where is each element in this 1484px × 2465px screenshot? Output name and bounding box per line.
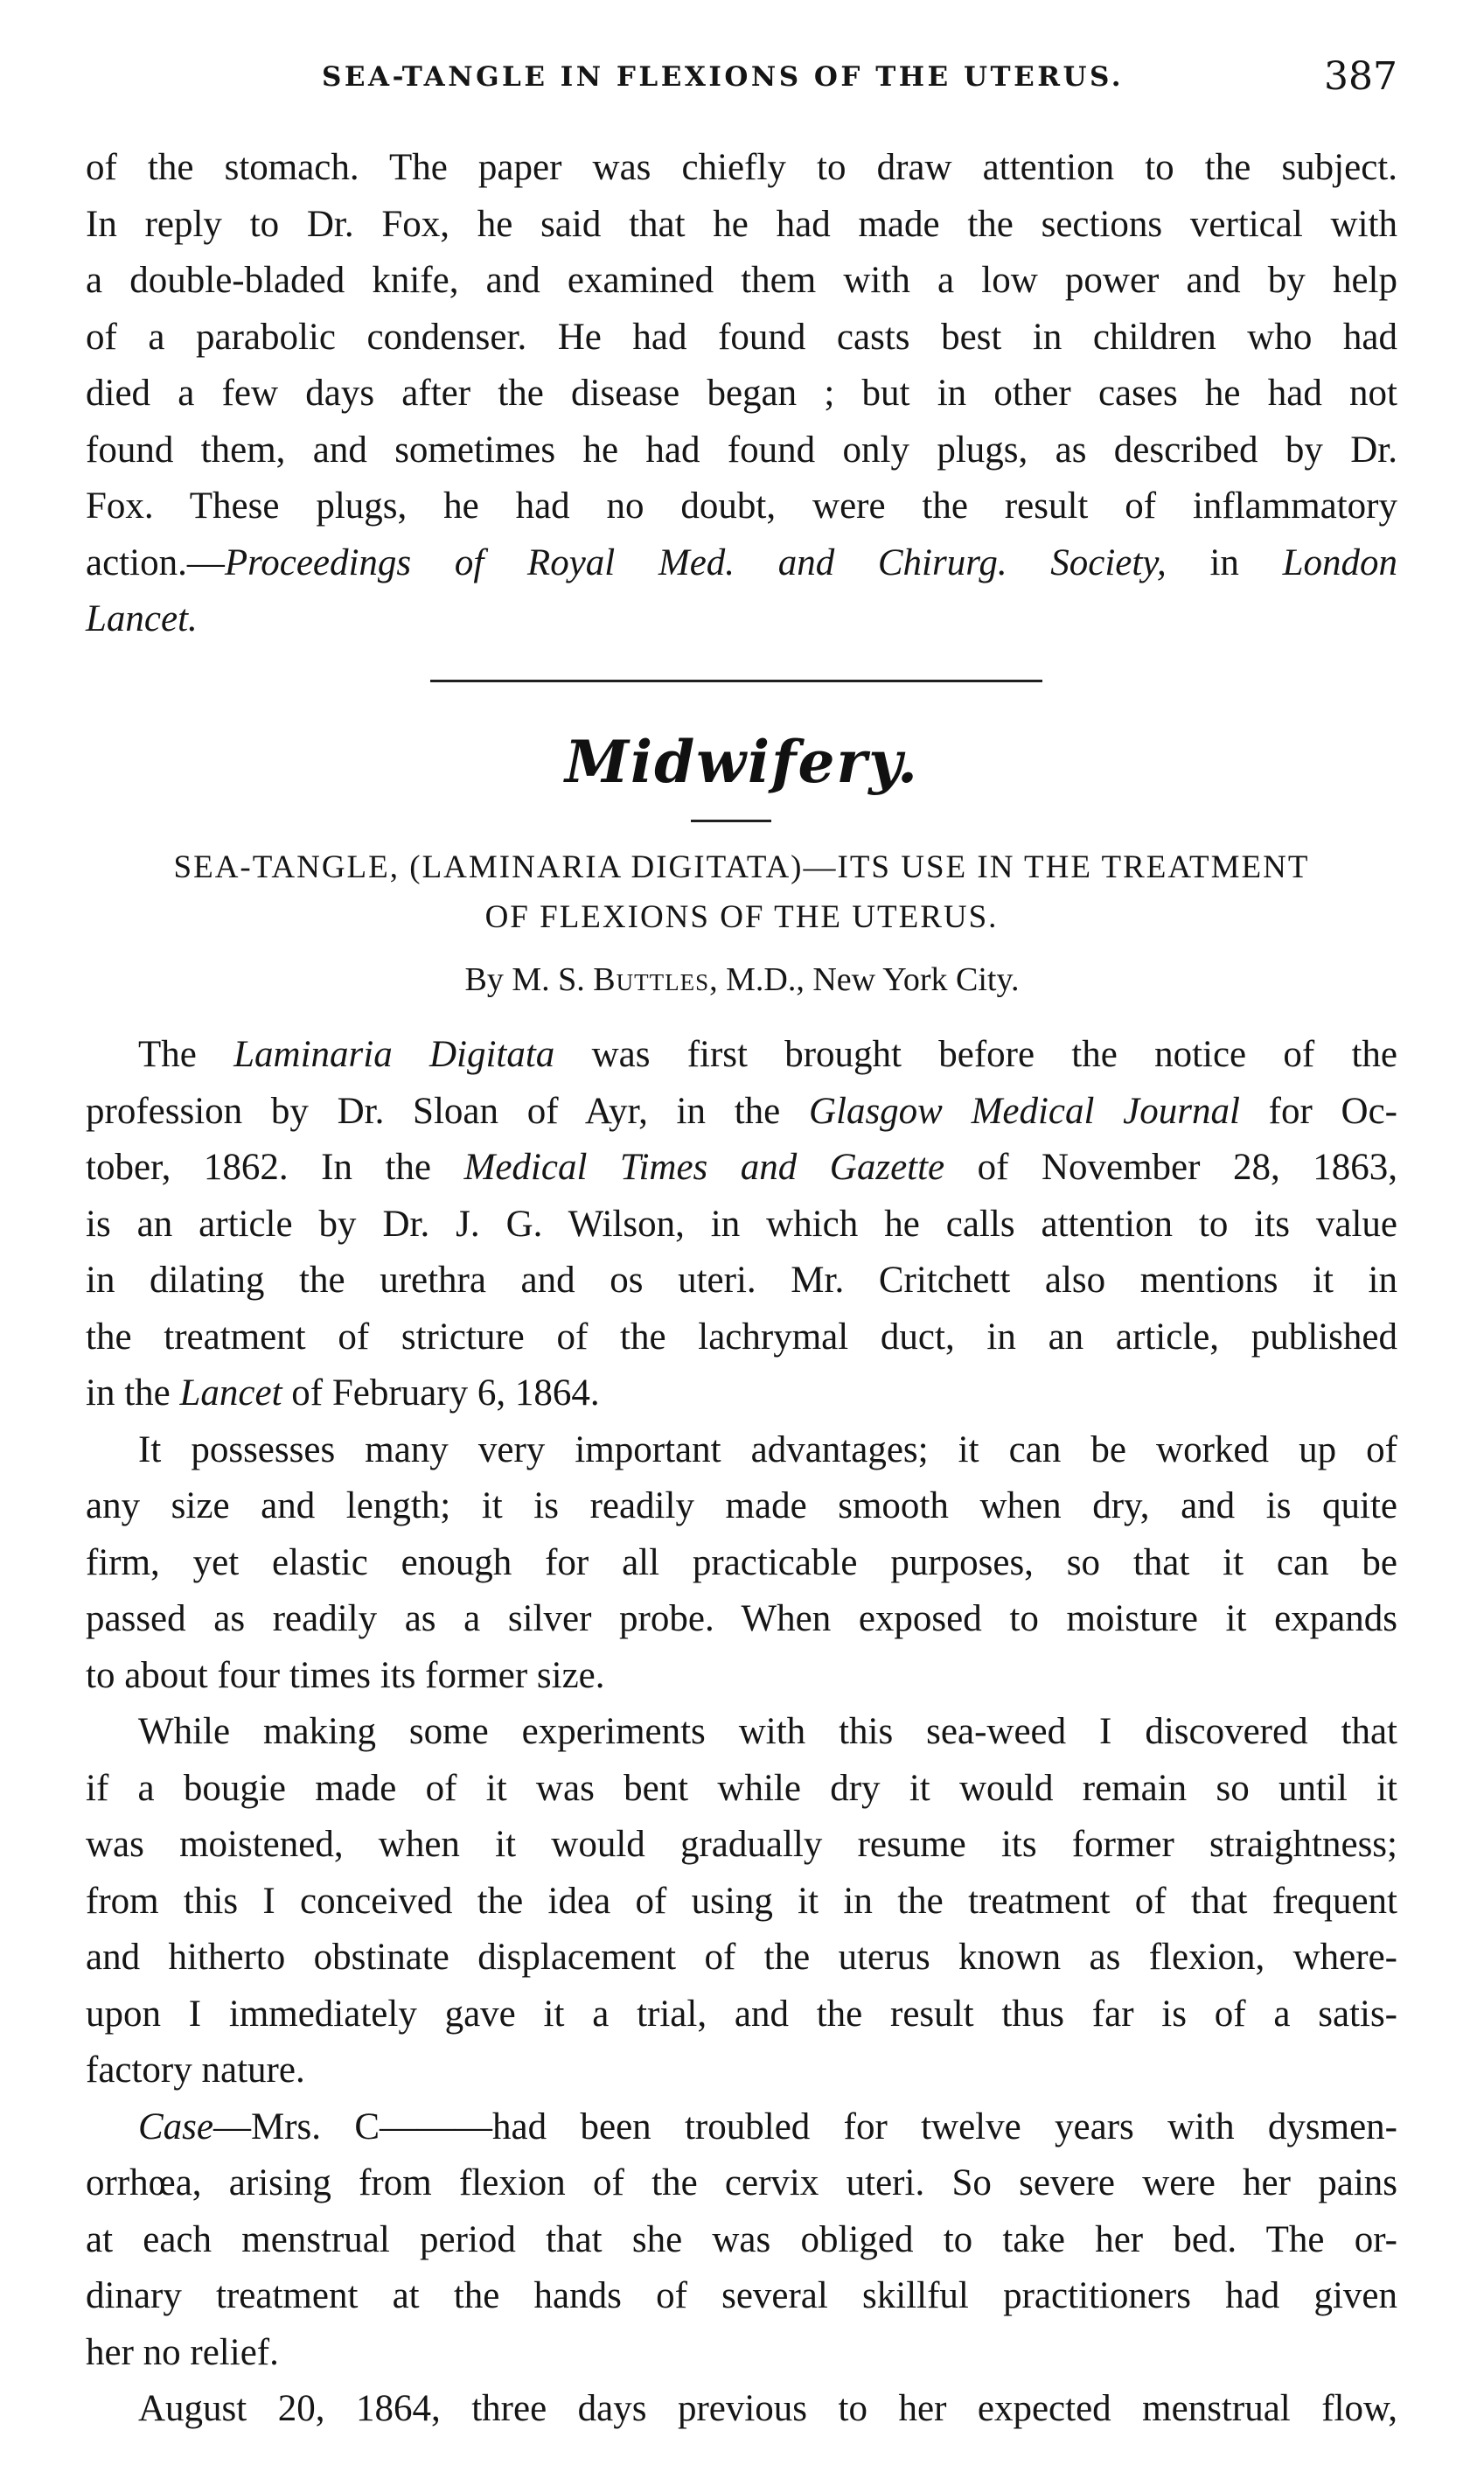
text-line: of the stomach. The paper was chiefly to draw attention to the subject. <box>86 147 1397 188</box>
text-line: the treatment of stricture of the lachrymal duct, in an article, published <box>86 1316 1397 1358</box>
text-line: passed as readily as a silver probe. When exposed to moisture it expands <box>86 1598 1397 1639</box>
text-line: found them, and sometimes he had found only plugs, as described by Dr. <box>86 429 1397 471</box>
text-line: is an article by Dr. J. G. Wilson, in which he calls attention to its value <box>86 1203 1397 1245</box>
citation-source: Proceedings of Royal Med. and Chirurg. Society, <box>224 541 1167 583</box>
citation-end-line <box>86 591 1397 648</box>
text-line: factory nature. <box>86 2050 305 2091</box>
text-line: died a few days after the disease began ; but in other cases he had not <box>86 373 1397 414</box>
text-line: in the Lancet of February 6, 1864. <box>86 1372 600 1414</box>
text-line: Fox. These plugs, he had no doubt, were the result of inflammatory <box>86 485 1397 527</box>
article-title-line-1: SEA-TANGLE, (LAMINARIA DIGITATA)—ITS USE IN THE TREATMENT <box>173 849 1310 885</box>
text-line: firm, yet elastic enough for all practicable purposes, so that it can be <box>86 1541 1397 1583</box>
text-line: a double-bladed knife, and examined them with a low power and by help <box>86 260 1397 301</box>
article-body <box>86 1027 1397 2438</box>
text-line: August 20, 1864, three days previous to her expected menstrual flow, <box>138 2388 1397 2429</box>
text-line: any size and length; it is readily made smooth when dry, and is quite <box>86 1485 1397 1526</box>
citation-prefix: action.— <box>86 541 225 583</box>
section-title: Midwifery. <box>564 728 920 796</box>
text-line: from this I conceived the idea of using it in the treatment of that frequent <box>86 1880 1397 1922</box>
intro-paragraph <box>86 140 1397 648</box>
case-label: Case <box>138 2105 213 2147</box>
title-divider <box>691 820 771 822</box>
text-line: It possesses many very important advantages; it can be worked up of <box>138 1428 1397 1470</box>
citation-journal-end: Lancet. <box>86 598 198 639</box>
byline <box>0 960 1484 999</box>
text-line: profession by Dr. Sloan of Ayr, in the Glasgow Medical Journal for Oc- <box>86 1090 1397 1132</box>
text-line: orrhœa, arising from flexion of the cervix uteri. So severe were her pains <box>86 2162 1397 2203</box>
article-title-line-2: OF FLEXIONS OF THE UTERUS. <box>484 899 999 935</box>
byline-suffix: , M.D., New York City. <box>709 961 1020 998</box>
page-header <box>86 54 1397 115</box>
text-line: at each menstrual period that she was obliged to take her bed. The or- <box>86 2218 1397 2260</box>
text-line: The Laminaria Digitata was first brought before the notice of the <box>138 1034 1398 1075</box>
citation-line <box>86 535 1397 592</box>
text-line: her no relief. <box>86 2331 279 2373</box>
section-divider <box>430 680 1042 682</box>
text-line: if a bougie made of it was bent while dry it would remain so until it <box>86 1767 1397 1809</box>
text-line: dinary treatment at the hands of several skillful practitioners had given <box>86 2275 1397 2316</box>
text-line: In reply to Dr. Fox, he said that he had made the sections vertical with <box>86 203 1397 245</box>
byline-prefix: By M. S. <box>464 961 594 998</box>
text-line: upon I immediately gave it a trial, and the result thus far is of a satis- <box>86 1993 1397 2035</box>
article-title <box>86 842 1397 942</box>
text-line: to about four times its former size. <box>86 1654 605 1696</box>
running-head: SEA-TANGLE IN FLEXIONS OF THE UTERUS. <box>322 61 1125 93</box>
author-name: Buttles <box>593 961 710 998</box>
citation-journal: London <box>1282 541 1397 583</box>
text-line: was moistened, when it would gradually resume its former straightness; <box>86 1824 1397 1865</box>
text-line: tober, 1862. In the Medical Times and Gazette of November 28, 1863, <box>86 1147 1397 1188</box>
text-line: in dilating the urethra and os uteri. Mr. Critchett also mentions it in <box>86 1260 1397 1301</box>
text-line: of a parabolic condenser. He had found casts best in children who had <box>86 316 1397 358</box>
citation-connector: in <box>1166 541 1283 583</box>
text-line: Case—Mrs. C———had been troubled for twelve years with dysmen- <box>138 2105 1397 2147</box>
page-number: 387 <box>1324 54 1397 99</box>
text-line: and hitherto obstinate displacement of the uterus known as flexion, where- <box>86 1937 1397 1978</box>
text-line: While making some experiments with this sea-weed I discovered that <box>138 1711 1397 1752</box>
